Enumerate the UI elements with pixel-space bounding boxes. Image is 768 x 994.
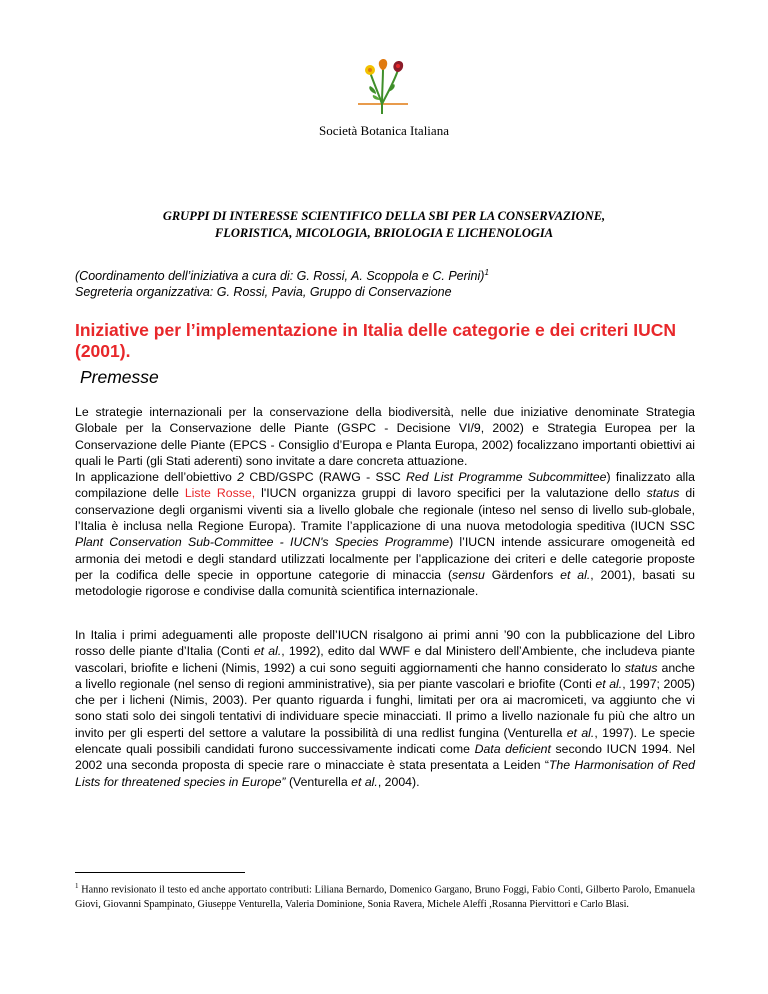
italic-span: The Harmonisation of Red Lists for threatened species in Europe” [75, 758, 695, 789]
heading-line-1: GRUPPI DI INTERESSE SCIENTIFICO DELLA SBI PER LA CONSERVAZIONE, [162, 209, 606, 223]
text-span: , 2004). [377, 774, 420, 789]
text-span: secondo IUCN 1994. Nel 2002 una seconda proposta di specie rare o minacciate è stata presentata a Leiden “ [75, 742, 695, 773]
italic-span: Red List Programme Subcommittee [406, 470, 607, 485]
footnote [75, 879, 695, 912]
text-span: ) l’IUCN intende assicurare omogeneità ed armonia dei metodi e degli standard utilizzati localmente per l’applicazione dei criteri e delle categorie proposte per la codifica delle specie in opportune categorie di minaccia ( [75, 535, 695, 582]
italic-span: status [646, 486, 680, 501]
text-span: anche a livello regionale (nel senso di regioni amministrative), sia per piante vascolari e briofite (Conti [75, 660, 696, 691]
society-logo-icon [352, 58, 414, 118]
paragraph-2 [75, 627, 695, 790]
text-span: In Italia i primi adeguamenti alle proposte dell’IUCN risalgono ai primi anni ’90 con la pubblicazione del Libro rosso delle piante d’Italia (Conti [75, 628, 695, 659]
section-title: Premesse [80, 367, 159, 387]
italic-span: et al. [351, 774, 378, 789]
footnote-reference[interactable]: 1 [484, 268, 489, 277]
society-name: Società Botanica Italiana [319, 123, 449, 138]
text-span: Gärdenfors [484, 567, 561, 582]
italic-span: status [624, 660, 658, 675]
text-span: , 1997; 2005) che per i licheni (Nimis, 2003). Per quanto riguarda i funghi, limitati per ora ai macromiceti, va aggiunto che vi sono stati solo dei singoli tentativi di individuare specie minacciati. Il primo a livello nazionale fu più che altro un invito per gli esperti del settore a valutare la possibilità di una redlist fungina (Venturella [75, 676, 695, 740]
text-span: , 1992), edito dal WWF e dal Ministero dell’Ambiente, che includeva piante vascolari, briofite e licheni (Nimis, 1992) a cui sono seguiti aggiornamenti che hanno considerato lo [75, 644, 695, 675]
text-span: , 1997). Le specie elencate quali possibili candidati furono successivamente indicati come [75, 725, 695, 757]
paragraph-1 [75, 404, 695, 600]
heading-line-2: FLORISTICA, MICOLOGIA, BRIOLOGIA E LICHENOLOGIA [214, 226, 554, 240]
italic-span: Data deficient [474, 742, 551, 757]
text-span: In applicazione dell’obiettivo [75, 470, 238, 485]
coordination-block [75, 265, 715, 300]
text-span: CBD/GSPC (RAWG - SSC [244, 470, 407, 485]
text-span: , 2001), basati su metodologie rigorose e condivise dalla comunità scientifica internazionale. [75, 567, 695, 599]
document-heading [60, 208, 708, 242]
italic-span: et al. [566, 725, 595, 740]
text-span: di conservazione degli organismi viventi sia a livello globale che regionale (inteso nel senso di livello sub-globale, l’Italia è inclusa nella Regione Europa). Tramite l’applicazione di una nuova metodologia speditiva (IUCN SSC [75, 486, 695, 534]
text-span: (Venturella [285, 774, 352, 789]
italic-span: 2 [237, 470, 245, 485]
coordination-text: (Coordinamento dell’iniziativa a cura di: G. Rossi, A. Scoppola e C. Perini) [75, 269, 485, 284]
highlight-liste-rosse: Liste Rosse, [184, 486, 256, 501]
italic-span: Plant Conservation Sub-Committee - IUCN's Species Programme [75, 535, 450, 550]
italic-span: sensu [452, 567, 485, 582]
text-span: l'IUCN organizza gruppi di lavoro specifici per la valutazione dello [255, 486, 647, 501]
paragraph-1-text: Le strategie internazionali per la conservazione della biodiversità, nelle due iniziative denominate Strategia Globale per la Conservazione delle Piante (GSPC - Decisione VI/9, 2002) e Strategia Europea per la Conservazione delle Piante (EPCS - Consiglio d’Europa e Planta Europa, 2002) focalizzano importanti obiettivi ai quali le Parti (gli Stati aderenti) sono invitate a dare concreta attuazione. [75, 405, 695, 468]
italic-span: et al. [253, 644, 282, 659]
italic-span: et al. [595, 676, 623, 691]
footnote-text: Hanno revisionato il testo ed anche apportato contributi: Liliana Bernardo, Domenico Gargano, Bruno Foggi, Fabio Conti, Gilberto Parolo, Emanuela Giovi, Giovanni Spampinato, Giuseppe Venturella, Valeria Dominione, Sonia Ravera, Michele Aleffi ,Rosanna Piervittori e Carlo Blasi. [75, 884, 695, 910]
document-title: Iniziative per l’implementazione in Italia delle categorie e dei criteri IUCN (2001). [75, 320, 677, 361]
footnote-mark: 1 [75, 882, 79, 890]
coordination-line-2: Segreteria organizzativa: G. Rossi, Pavia, Gruppo di Conservazione [75, 285, 452, 300]
coordination-line-1 [75, 265, 715, 284]
footnote-divider [75, 872, 245, 873]
text-span: ) finalizzato alla compilazione delle [75, 470, 695, 501]
italic-span: et al. [560, 567, 591, 582]
